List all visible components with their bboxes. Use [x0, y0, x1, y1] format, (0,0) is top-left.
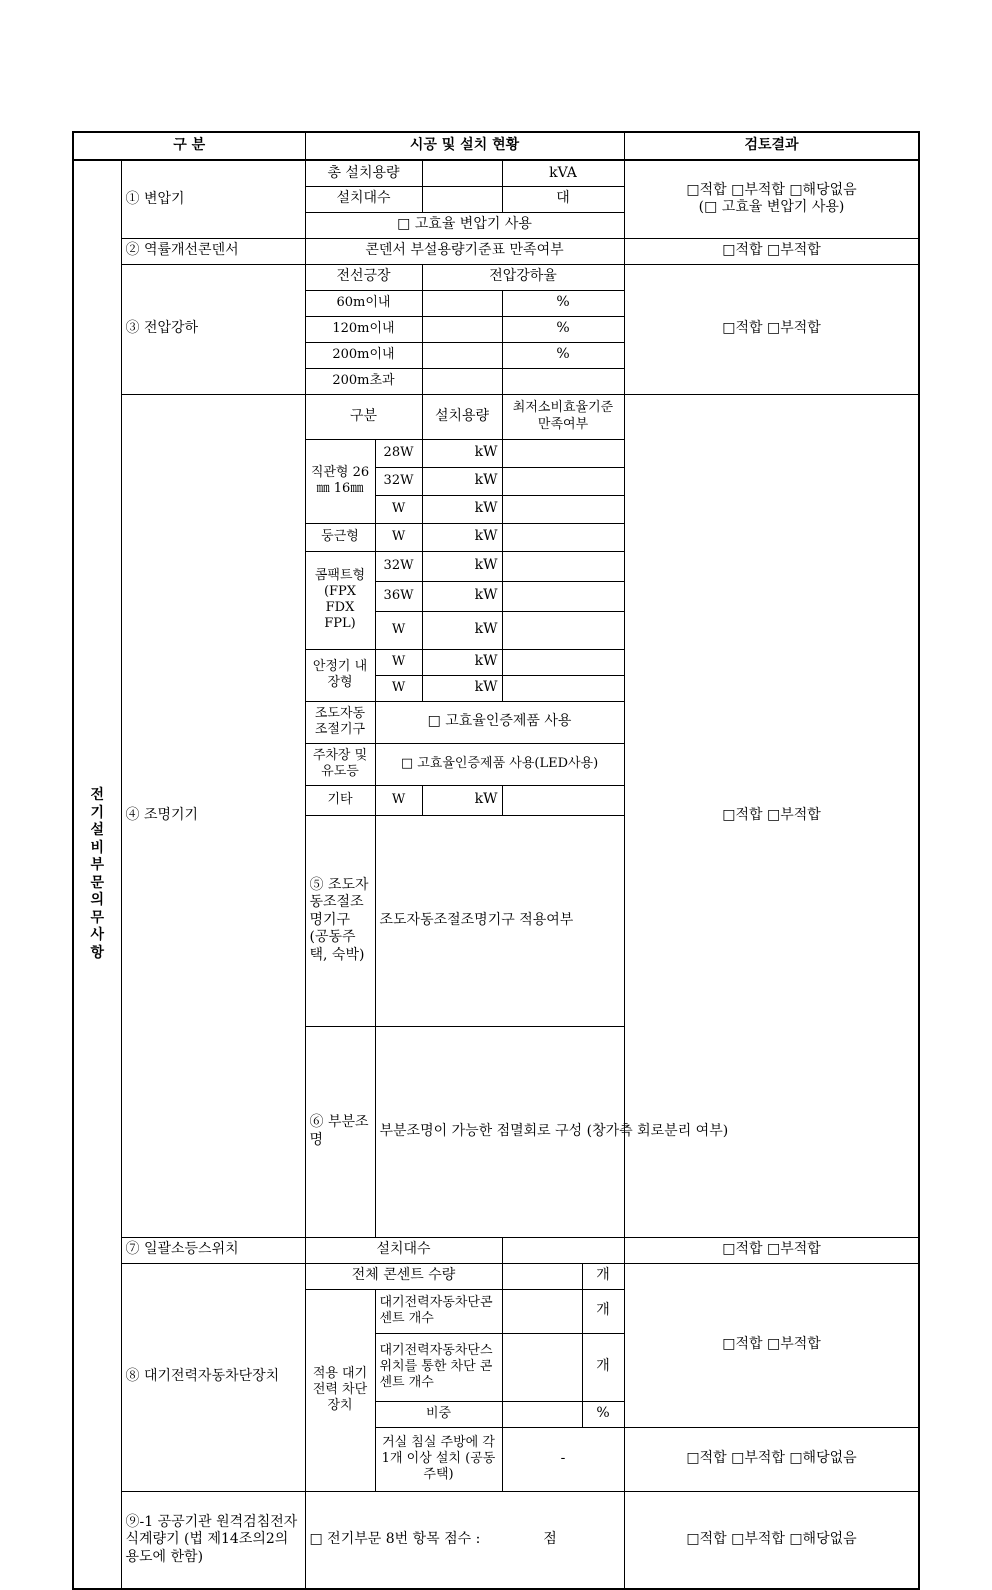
lamp-standard[interactable] [502, 467, 624, 495]
voltage-value[interactable] [422, 368, 502, 394]
standby-outlet-label: 대기전력자동차단콘센트 개수 [375, 1289, 502, 1333]
standby-switch-label: 대기전력자동차단스위치를 통한 차단 콘센트 개수 [375, 1333, 502, 1401]
lighting-result[interactable]: □적합 □부적합 [624, 394, 919, 1237]
lamp-standard[interactable] [502, 785, 624, 815]
voltage-value[interactable] [422, 290, 502, 316]
lamp-watt: W [375, 785, 422, 815]
lamp-standard[interactable] [502, 611, 624, 649]
transformer-note: (□ 고효율 변압기 사용) [698, 199, 845, 216]
lamp-kw[interactable]: kW [422, 495, 502, 523]
lamp-kw[interactable]: kW [422, 467, 502, 495]
voltage-length: 200m이내 [305, 342, 422, 368]
standby-outlet-value[interactable] [502, 1289, 582, 1333]
outlet-total-value[interactable] [502, 1263, 582, 1289]
linear-type-label: 직관형 26㎜ 16㎜ [305, 439, 375, 523]
lamp-watt: W [375, 649, 422, 675]
voltage-unit: % [502, 316, 624, 342]
standby-switch-unit: 개 [582, 1333, 624, 1401]
outlet-total-unit: 개 [582, 1263, 624, 1289]
voltage-unit: % [502, 290, 624, 316]
parking-content[interactable]: □ 고효율인증제품 사용(LED사용) [375, 743, 624, 785]
auto-dimming-apply: 조도자동조절조명기구 적용여부 [375, 815, 919, 1026]
voltage-length: 120m이내 [305, 316, 422, 342]
ballast-type-label: 안정기 내장형 [305, 649, 375, 701]
lamp-watt: W [375, 611, 422, 649]
transformer-result[interactable] [624, 160, 919, 238]
lighting-header-type: 구분 [305, 394, 422, 439]
lamp-watt: 28W [375, 439, 422, 467]
lamp-standard[interactable] [502, 675, 624, 701]
master-switch-count-value[interactable] [502, 1237, 624, 1263]
voltage-value[interactable] [422, 316, 502, 342]
header-category: 구 분 [73, 132, 305, 160]
lamp-watt: 32W [375, 467, 422, 495]
voltage-drop-result[interactable]: □적합 □부적합 [624, 264, 919, 394]
row-transformer-label: ① 변압기 [121, 160, 305, 238]
lamp-kw[interactable]: kW [422, 523, 502, 551]
lamp-standard[interactable] [502, 439, 624, 467]
row-capacitor-label: ② 역률개선콘덴서 [121, 238, 305, 264]
partial-lighting-content: 부분조명이 가능한 점멸회로 구성 (창가측 회로분리 여부) [375, 1026, 919, 1237]
lamp-standard[interactable] [502, 551, 624, 581]
section-label: 전 기 설 비 부 문 의 무 사 항 [73, 160, 121, 1589]
standby-outlet-unit: 개 [582, 1289, 624, 1333]
living-room-dash: - [502, 1427, 624, 1491]
lamp-watt: W [375, 523, 422, 551]
round-type-label: 둥근형 [305, 523, 375, 551]
result-checkboxes[interactable]: □적합 □부적합 □해당없음 [686, 181, 857, 198]
transformer-capacity-unit: kVA [502, 160, 624, 186]
voltage-value[interactable] [422, 342, 502, 368]
outlet-total-label: 전체 콘센트 수량 [305, 1263, 502, 1289]
parking-label: 주차장 및 유도등 [305, 743, 375, 785]
compact-type-label: 콤팩트형 (FPX FDX FPL) [305, 551, 375, 649]
inspection-table [72, 131, 920, 1590]
standby-power-result[interactable]: □적합 □부적합 [624, 1263, 919, 1427]
lamp-kw[interactable]: kW [422, 581, 502, 611]
row-lighting-label: ④ 조명기기 [121, 394, 305, 1237]
master-switch-result[interactable]: □적합 □부적합 [624, 1237, 919, 1263]
voltage-length: 200m초과 [305, 368, 422, 394]
row-partial-lighting-label: ⑥ 부분조명 [305, 1026, 375, 1237]
lamp-watt: 36W [375, 581, 422, 611]
standby-switch-value[interactable] [502, 1333, 582, 1401]
lighting-header-standard: 최저소비효율기준 만족여부 [502, 394, 624, 439]
voltage-unit [502, 368, 624, 394]
lighting-header-capacity: 설치용량 [422, 394, 502, 439]
living-room-label: 거실 침실 주방에 각1개 이상 설치 (공동주택) [375, 1427, 502, 1491]
row-voltage-drop-label: ③ 전압강하 [121, 264, 305, 394]
lamp-standard[interactable] [502, 581, 624, 611]
auto-dimming-content[interactable]: □ 고효율인증제품 사용 [375, 701, 624, 743]
lamp-kw[interactable]: kW [422, 611, 502, 649]
transformer-count-label: 설치대수 [305, 186, 422, 212]
auto-dimming-label: 조도자동 조절기구 [305, 701, 375, 743]
lamp-kw[interactable]: kW [422, 551, 502, 581]
transformer-count-value[interactable] [422, 186, 502, 212]
row-remote-meter-label: ⑨-1 공공기관 원격검침전자식계량기 (법 제14조의2의 용도에 한함) [121, 1491, 305, 1589]
lamp-watt: W [375, 495, 422, 523]
remote-meter-result[interactable]: □적합 □부적합 □해당없음 [624, 1491, 919, 1589]
header-status: 시공 및 설치 현황 [305, 132, 624, 160]
header-result: 검토결과 [624, 132, 919, 160]
voltage-header-length: 전선긍장 [305, 264, 422, 290]
transformer-high-eff[interactable]: □ 고효율 변압기 사용 [305, 212, 624, 238]
transformer-capacity-value[interactable] [422, 160, 502, 186]
master-switch-count-label: 설치대수 [305, 1237, 502, 1263]
lamp-kw[interactable]: kW [422, 785, 502, 815]
transformer-count-unit: 대 [502, 186, 624, 212]
lamp-kw[interactable]: kW [422, 649, 502, 675]
voltage-header-drop: 전압강하율 [422, 264, 624, 290]
transformer-capacity-label: 총 설치용량 [305, 160, 422, 186]
voltage-unit: % [502, 342, 624, 368]
lamp-watt: 32W [375, 551, 422, 581]
lamp-standard[interactable] [502, 649, 624, 675]
etc-label: 기타 [305, 785, 375, 815]
voltage-length: 60m이내 [305, 290, 422, 316]
capacitor-result[interactable]: □적합 □부적합 [624, 238, 919, 264]
lamp-watt: W [375, 675, 422, 701]
row-master-switch-label: ⑦ 일괄소등스위치 [121, 1237, 305, 1263]
lamp-kw[interactable]: kW [422, 439, 502, 467]
standby-apply-label: 적용 대기전력 차단장치 [305, 1289, 375, 1491]
remote-meter-score-label: □ 전기부문 8번 항목 점수 : [309, 1531, 481, 1547]
living-room-result[interactable]: □적합 □부적합 □해당없음 [624, 1427, 919, 1491]
remote-meter-score-unit: 점 [543, 1531, 557, 1547]
lamp-standard[interactable] [502, 523, 624, 551]
standby-ratio-unit: % [582, 1401, 624, 1427]
row-auto-dimming-label: ⑤ 조도자동조절조명기구 (공동주택, 숙박) [305, 815, 375, 1026]
lamp-kw[interactable]: kW [422, 675, 502, 701]
standby-ratio-label: 비중 [375, 1401, 502, 1427]
capacitor-content: 콘덴서 부설용량기준표 만족여부 [305, 238, 624, 264]
standby-ratio-value[interactable] [502, 1401, 582, 1427]
remote-meter-content [305, 1491, 624, 1589]
lamp-standard[interactable] [502, 495, 624, 523]
row-standby-power-label: ⑧ 대기전력자동차단장치 [121, 1263, 305, 1491]
